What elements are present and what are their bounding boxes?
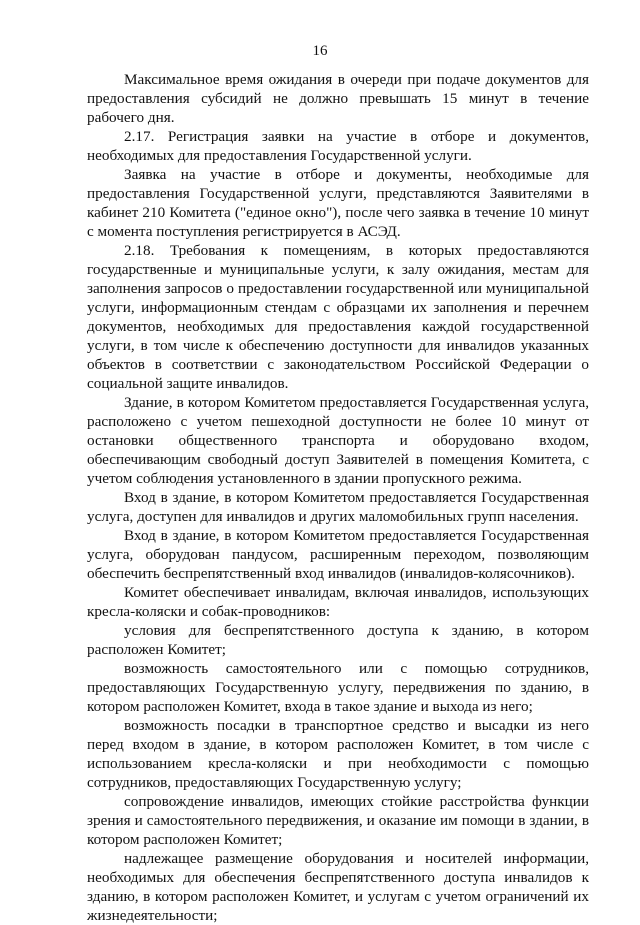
page-number: 16 (312, 43, 328, 59)
paragraph-access-conditions: условия для беспрепятственного доступа к зданию, в котором расположен Комитет; (87, 622, 589, 658)
paragraph-escort: сопровождение инвалидов, имеющих стойкие расстройства функции зрения и самостоятельного передвижения, и оказание им помощи в здании, в котором расположен Комитет; (87, 793, 589, 848)
paragraph-equipment-placement: надлежащее размещение оборудования и носителей информации, необходимых для обеспечения беспрепятственного доступа инвалидов к зданию, в котором расположен Комитет, и услугам с учетом ограничений их жизнедеятельности; (87, 850, 589, 924)
paragraph-entrance-ramp: Вход в здание, в котором Комитетом предоставляется Государственная услуга, оборудован пандусом, расширенным переходом, позволяющим обеспечить беспрепятственный вход инвалидов (инвалидов-колясочников). (87, 527, 589, 582)
paragraph-section-2-17: 2.17. Регистрация заявки на участие в отборе и документов, необходимых для предоставления Государственной услуги. (87, 128, 589, 164)
paragraph-application-registration: Заявка на участие в отборе и документы, необходимые для предоставления Государственной услуги, представляются Заявителями в кабинет 210 Комитета ("единое окно"), после чего заявка в течение 10 минут с момента поступления регистрируется в АСЭД. (87, 166, 589, 240)
paragraph-entrance-accessible: Вход в здание, в котором Комитетом предоставляется Государственная услуга, доступен для инвалидов и других маломобильных групп населения. (87, 489, 589, 525)
document-body (87, 70, 589, 925)
paragraph-movement-possibility: возможность самостоятельного или с помощью сотрудников, предоставляющих Государственную услугу, передвижения по зданию, в котором расположен Комитет, входа в такое здание и выхода из него; (87, 660, 589, 715)
paragraph-waiting-time: Максимальное время ожидания в очереди при подаче документов для предоставления субсидий не должно превышать 15 минут в течение рабочего дня. (87, 71, 589, 126)
paragraph-section-2-18: 2.18. Требования к помещениям, в которых предоставляются государственные и муниципальные услуги, к залу ожидания, местам для заполнения запросов о предоставлении государственной или муниципальной услуги, информационным стендам с образцами их заполнения и перечнем документов, необходимых для предоставления каждой государственной услуги, в том числе к обеспечению доступности для инвалидов указанных объектов в соответствии с законодательством Российской Федерации о социальной защите инвалидов. (87, 242, 589, 392)
paragraph-vehicle-boarding: возможность посадки в транспортное средство и высадки из него перед входом в здание, в котором расположен Комитет, в том числе с использованием кресла-коляски и при необходимости с помощью сотрудников, предоставляющих Государственную услугу; (87, 717, 589, 791)
paragraph-committee-provides: Комитет обеспечивает инвалидам, включая инвалидов, использующих кресла-коляски и собак-проводников: (87, 584, 589, 620)
paragraph-building-location: Здание, в котором Комитетом предоставляется Государственная услуга, расположено с учетом пешеходной доступности не более 10 минут от остановки общественного транспорта и оборудовано входом, обеспечивающим свободный доступ Заявителей в помещения Комитета, с учетом соблюдения установленного в здании пропускного режима. (87, 394, 589, 487)
